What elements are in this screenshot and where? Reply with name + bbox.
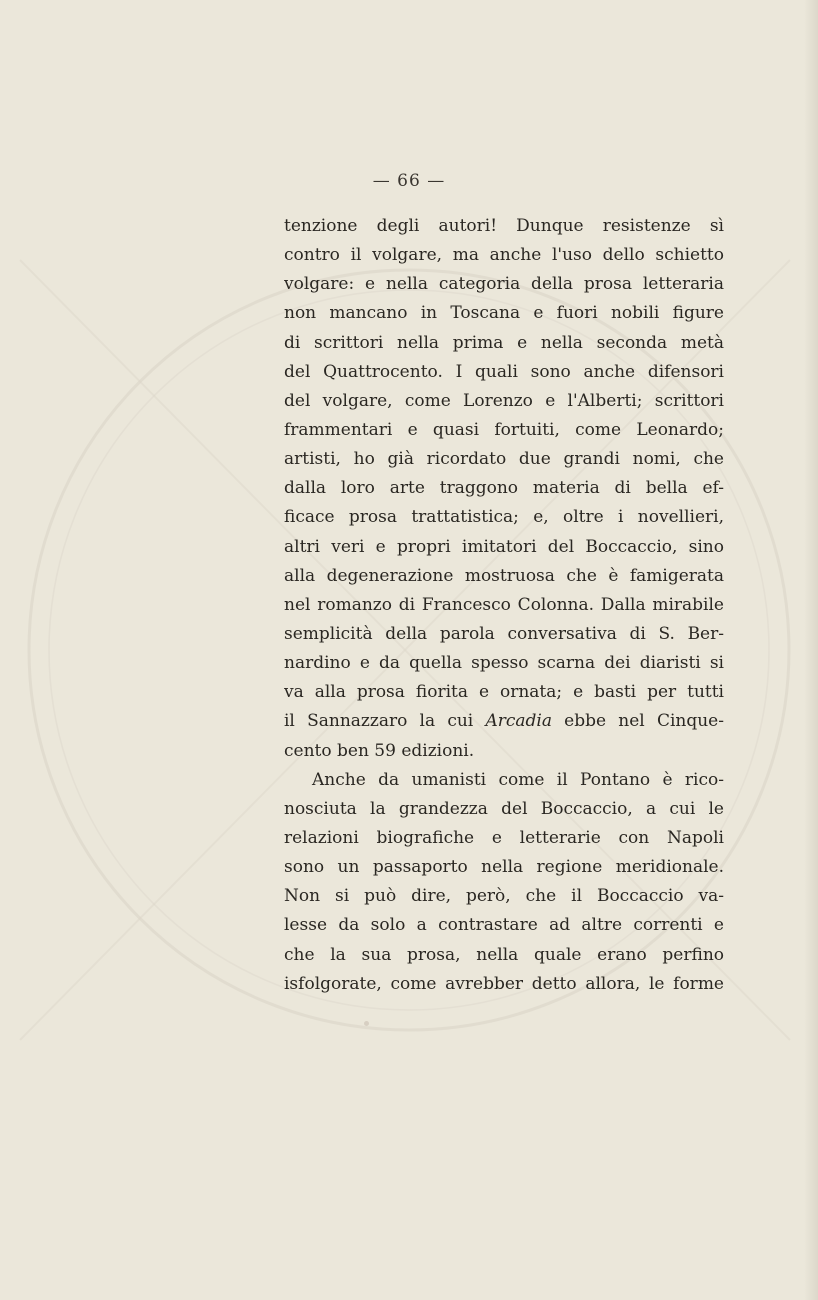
text-line: di scrittori nella prima e nella seconda metà [284,332,724,353]
text-line: nardino e da quella spesso scarna dei diaristi si [284,653,724,674]
text-line: tenzione degli autori! Dunque resistenze sì [284,216,724,236]
text-line: non mancano in Toscana e fuori nobili figure [284,303,724,324]
text-line: altri veri e propri imitatori del Boccaccio, sino [284,536,724,557]
text-line: dalla loro arte traggono materia di bella ef- [284,478,724,499]
text-line: Non si può dire, però, che il Boccaccio va- [284,886,724,907]
text-line: contro il volgare, ma anche l'uso dello schietto [284,245,724,266]
text-line: isfolgorate, come avrebber detto allora, le forme [284,973,724,994]
text-line: semplicità della parola conversativa di S. Ber- [284,623,724,644]
text-line: artisti, ho già ricordato due grandi nomi, che [284,449,724,470]
text-segment: ebbe nel Cinque- [551,711,724,732]
page-edge-shadow [804,0,818,1300]
body-text [284,212,724,999]
text-line: del volgare, come Lorenzo e l'Alberti; scrittori [284,390,724,411]
text-line: lesse da solo a contrastare ad altre correnti e [284,915,724,936]
page-number: — 66 — [372,171,446,191]
text-line: cento ben 59 edizioni. [284,740,475,761]
text-line: nel romanzo di Francesco Colonna. Dalla mirabile [284,594,724,615]
paragraph-2 [284,766,724,999]
text-line-arcadia [284,707,724,736]
text-line: sono un passaporto nella regione meridionale. [284,857,724,878]
text-segment: il Sannazzaro la cui [284,711,486,732]
paper-speck [364,1021,369,1026]
text-line: frammentari e quasi fortuiti, come Leonardo; [284,419,724,440]
text-line: ficace prosa trattatistica; e, oltre i novellieri, [284,507,724,528]
text-line: va alla prosa fiorita e ornata; e basti per tutti [284,682,724,703]
text-line: alla degenerazione mostruosa che è famigerata [284,565,724,586]
text-line: relazioni biografiche e letterarie con Napoli [284,827,724,848]
text-line: che la sua prosa, nella quale erano perfino [284,944,724,965]
text-line: nosciuta la grandezza del Boccaccio, a cui le [284,798,724,819]
text-line: volgare: e nella categoria della prosa letteraria [284,274,724,295]
paragraph-1 [284,212,724,766]
text-line: Anche da umanisti come il Pontano è rico- [312,769,724,790]
italic-title-arcadia: Arcadia [485,711,552,732]
text-line: del Quattrocento. I quali sono anche difensori [284,361,724,382]
